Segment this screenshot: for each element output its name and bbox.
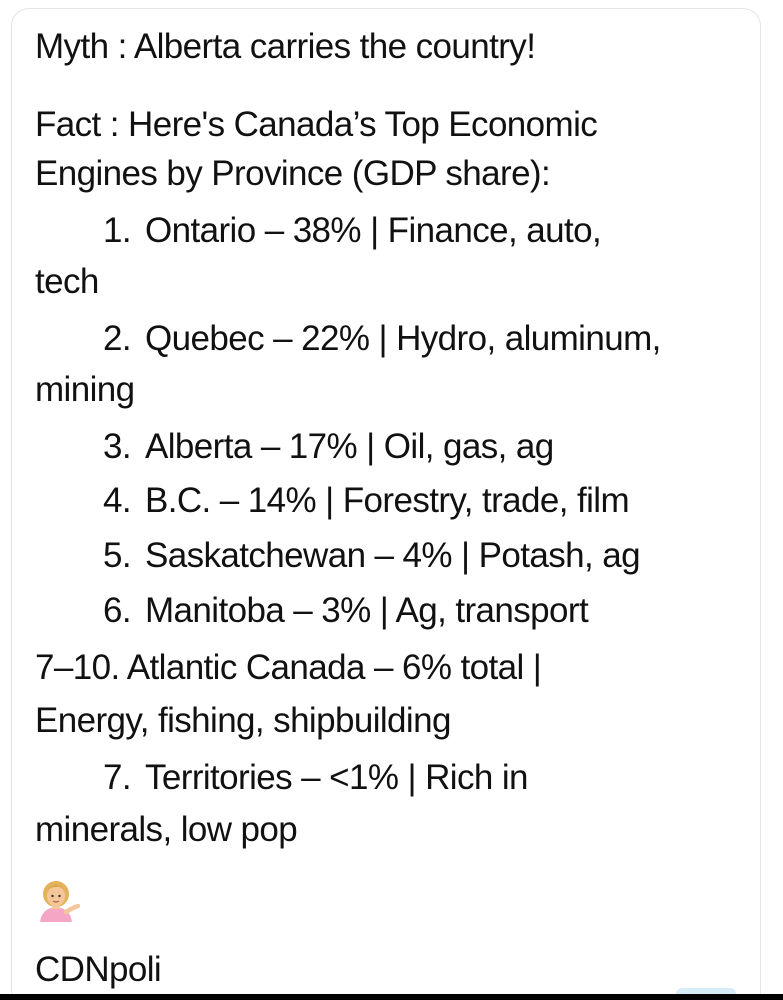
atlantic-line-2: Energy, fishing, shipbuilding — [35, 701, 451, 740]
list-item-wrap: mining — [35, 370, 135, 409]
list-item-number: 2. — [103, 319, 131, 358]
bottom-edge-bar — [0, 994, 783, 1000]
list-item — [103, 758, 528, 798]
hashtag[interactable]: CDNpoli — [35, 950, 162, 989]
list-item-number: 1. — [103, 211, 131, 250]
list-item-text: Saskatchewan – 4% | Potash, ag — [145, 536, 641, 575]
list-item-text: Alberta – 17% | Oil, gas, ag — [145, 427, 554, 466]
list-item-text: Territories – <1% | Rich in — [145, 758, 528, 797]
fact-line-1: Fact : Here's Canada’s Top Economic — [35, 105, 598, 144]
atlantic-line-1: 7–10. Atlantic Canada – 6% total | — [35, 648, 542, 687]
list-item — [103, 481, 630, 521]
myth-line: Myth : Alberta carries the country! — [35, 27, 536, 66]
list-item — [103, 536, 641, 576]
list-item-number: 4. — [103, 481, 131, 520]
list-item-text: Manitoba – 3% | Ag, transport — [145, 591, 589, 630]
fact-line-2: Engines by Province (GDP share): — [35, 154, 551, 193]
list-item-text: Quebec – 22% | Hydro, aluminum, — [145, 319, 661, 358]
list-item-wrap: minerals, low pop — [35, 810, 298, 849]
list-item — [103, 591, 589, 631]
list-item-number: 3. — [103, 427, 131, 466]
list-item-number: 6. — [103, 591, 131, 630]
list-item-text: Ontario – 38% | Finance, auto, — [145, 211, 602, 250]
woman-tipping-hand-icon — [36, 878, 80, 922]
list-item-text: B.C. – 14% | Forestry, trade, film — [145, 481, 630, 520]
list-item-wrap: tech — [35, 262, 99, 301]
list-item — [103, 211, 602, 251]
list-item-number: 7. — [103, 758, 131, 797]
list-item-number: 5. — [103, 536, 131, 575]
list-item — [103, 319, 661, 359]
list-item — [103, 427, 554, 467]
